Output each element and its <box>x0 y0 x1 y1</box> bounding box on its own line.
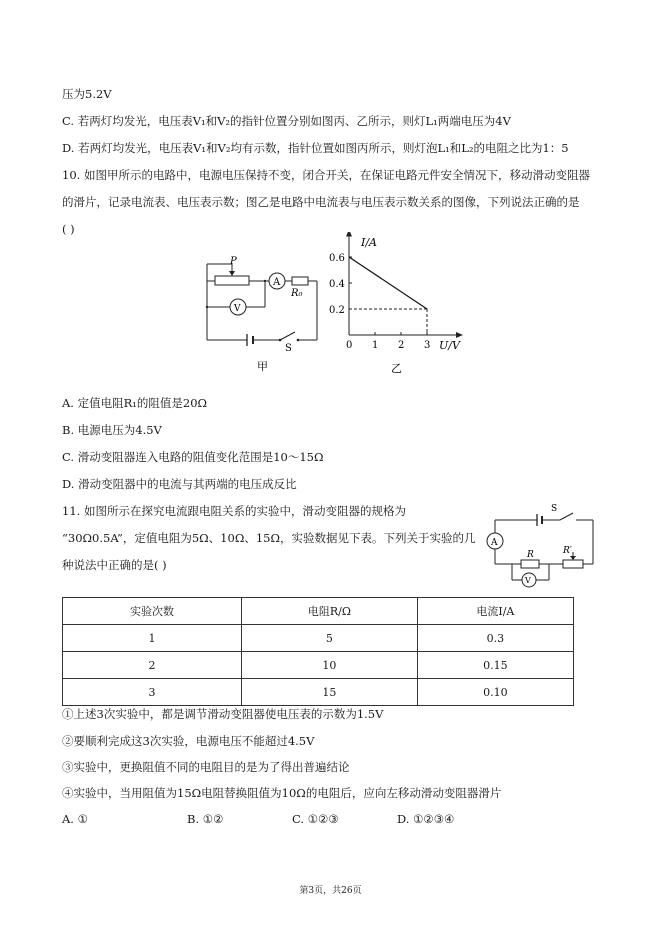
data-line <box>349 257 427 309</box>
q10-option-a: A. 定值电阻R₁的阻值是20Ω <box>62 396 208 410</box>
q11-choice-b: B. ①② <box>187 812 224 826</box>
q11-statement-1: ①上述3次实验中，都是调节滑动变阻器使电压表的示数为1.5V <box>62 707 384 721</box>
y-tick-label: 0.4 <box>329 279 345 290</box>
table-cell: 3 <box>63 679 242 706</box>
y-tick-label: 0.6 <box>329 253 345 264</box>
q11-choice-c: C. ①②③ <box>292 812 339 826</box>
x-axis-arrow <box>456 332 463 338</box>
q10-stem-line2: 的滑片，记录电流表、电压表示数；图乙是电路中电流表与电压表示数关系的图像，下列说法正确的是 <box>62 195 580 209</box>
q10-stem-line3: ( ) <box>62 222 75 236</box>
q11-statement-3: ③实验中，更换阻值不同的电阻目的是为了得出普遍结论 <box>62 760 350 774</box>
q11-resistor-label: R <box>527 550 534 560</box>
q11-stem-line1: 11. 如图所示在探究电流跟电阻关系的实验中，滑动变阻器的规格为 <box>62 504 406 518</box>
table-cell: 0.3 <box>417 625 573 652</box>
figure-caption-yi: 乙 <box>391 362 402 375</box>
table-cell: 10 <box>242 652 418 679</box>
x-tick-label: 2 <box>398 340 405 351</box>
q11-rheostat-label: R′ <box>563 546 572 556</box>
figure-caption-jia: 甲 <box>257 360 268 373</box>
table-row <box>63 679 574 706</box>
voltmeter-label: V <box>234 304 241 314</box>
table-header-row <box>63 598 574 625</box>
table-header-cell: 实验次数 <box>63 598 242 625</box>
table-row <box>63 652 574 679</box>
q11-voltmeter-label: V <box>525 576 531 585</box>
table-header-cell: 电阻R/Ω <box>242 598 418 625</box>
q11-circuit-figure <box>485 502 600 592</box>
prev-option-c: C. 若两灯均发光，电压表V₁和V₂的指针位置分别如图丙、乙所示，则灯L₁两端电压为4V <box>62 114 511 128</box>
x-tick-label: 3 <box>424 340 431 351</box>
experiment-table <box>62 597 574 706</box>
resistor-label: R₀ <box>291 288 303 299</box>
y-axis-label: I/A <box>361 236 377 249</box>
q11-choice-a: A. ① <box>62 812 88 826</box>
x-tick-label: 1 <box>372 340 379 351</box>
slider-label: P <box>230 256 237 267</box>
q11-choice-d: D. ①②③④ <box>397 812 455 826</box>
q11-stem-line3: 种说法中正确的是( ) <box>62 558 167 572</box>
x-axis-label: U/V <box>439 339 460 352</box>
q11-switch-label: S <box>551 504 558 514</box>
q11-ammeter-label: A <box>491 538 498 548</box>
x-tick-label: 0 <box>346 340 353 351</box>
table-cell: 1 <box>63 625 242 652</box>
ammeter-label: A <box>273 277 281 288</box>
table-cell: 0.10 <box>417 679 573 706</box>
q10-circuit-figure-jia <box>195 250 330 375</box>
q10-option-b: B. 电源电压为4.5V <box>62 423 162 437</box>
prev-question-tail: 压为5.2V <box>62 87 112 101</box>
page-footer: 第3页，共26页 <box>299 886 362 896</box>
switch-label: S <box>285 343 292 354</box>
q10-option-c: C. 滑动变阻器连入电路的阻值变化范围是10～15Ω <box>62 450 324 464</box>
table-cell: 0.15 <box>417 652 573 679</box>
table-header-cell: 电流I/A <box>417 598 573 625</box>
y-axis-arrow <box>346 232 352 237</box>
table-cell: 2 <box>63 652 242 679</box>
q11-statement-2: ②要顺利完成这3次实验，电源电压不能超过4.5V <box>62 734 315 748</box>
q11-stem-line2: “30Ω0.5A”，定值电阻为5Ω、10Ω、15Ω，实验数据见下表。下列关于实验的几 <box>62 531 476 545</box>
q11-statement-4: ④实验中，当用阻值为15Ω电阻替换阻值为10Ω的电阻后，应向左移动滑动变阻器滑片 <box>62 786 502 800</box>
prev-option-d: D. 若两灯均发光，电压表V₁和V₂均有示数，指针位置如图丙所示，则灯泡L₁和L₂的电阻之比为1：5 <box>62 141 569 155</box>
q10-chart-yi <box>325 232 465 377</box>
table-cell: 5 <box>242 625 418 652</box>
q10-stem-line1: 10. 如图甲所示的电路中，电源电压保持不变，闭合开关，在保证电路元件安全情况下，移动滑动变阻器 <box>62 168 590 182</box>
q10-option-d: D. 滑动变阻器中的电流与其两端的电压成反比 <box>62 477 297 491</box>
table-cell: 15 <box>242 679 418 706</box>
y-tick-label: 0.2 <box>329 305 345 316</box>
table-row <box>63 625 574 652</box>
